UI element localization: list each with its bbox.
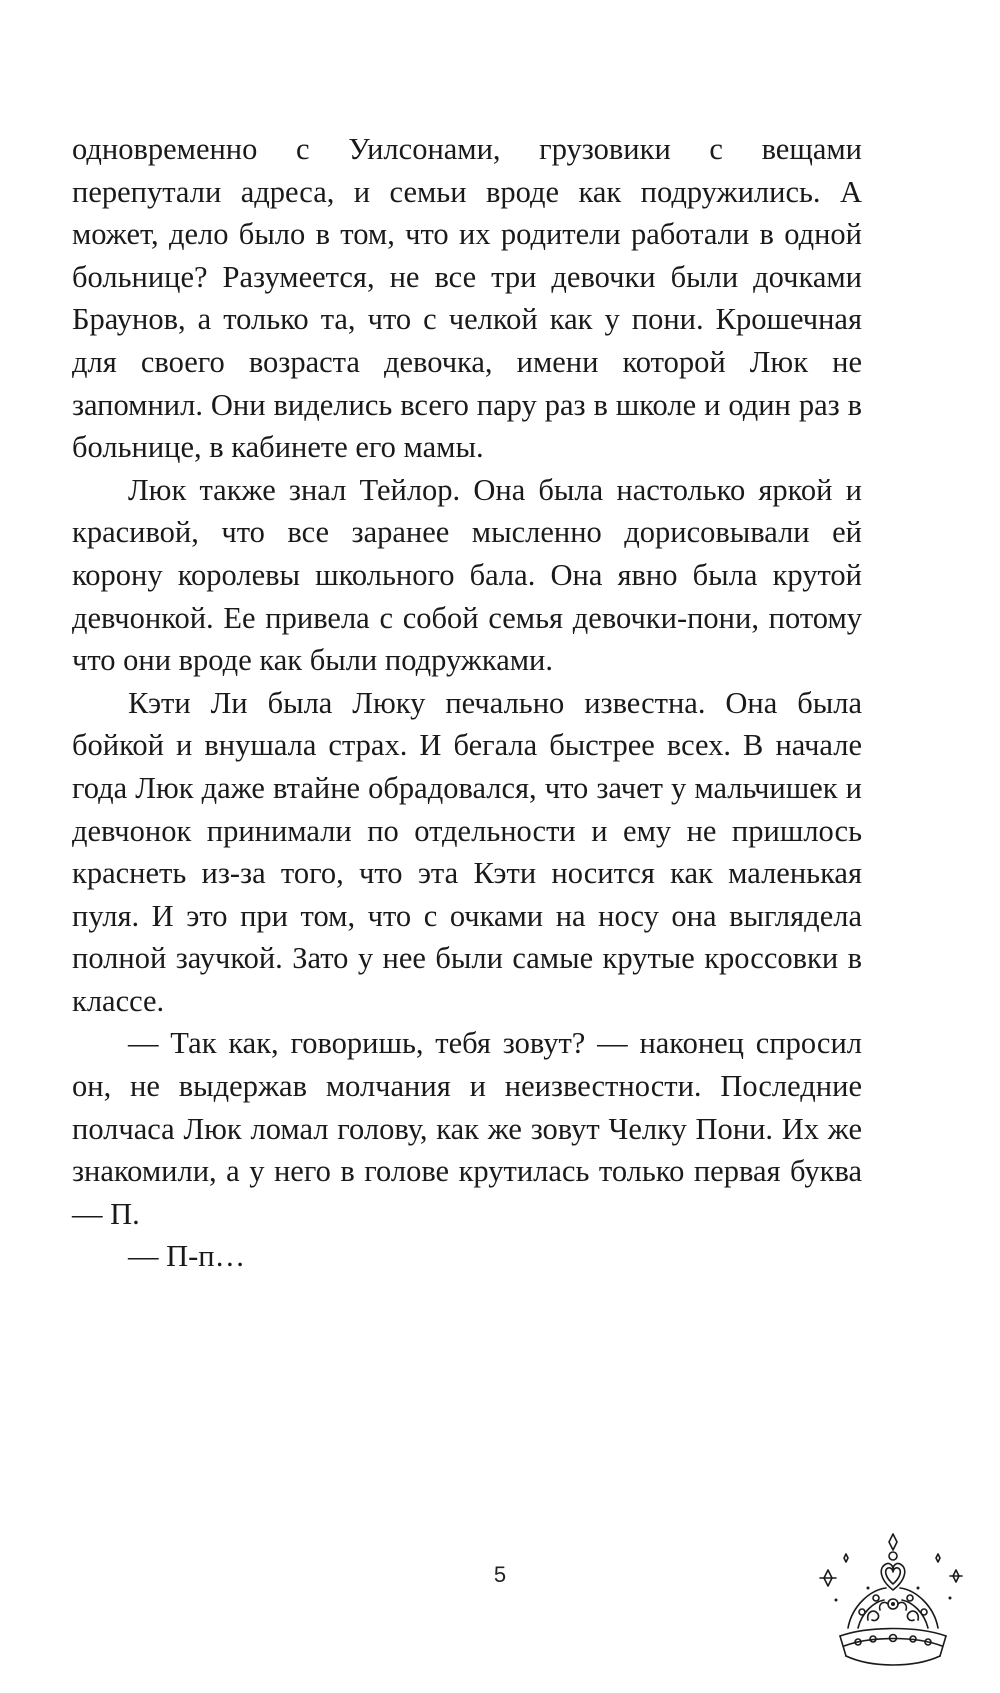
- paragraph-dialogue-answer: — П-п…: [128, 1239, 246, 1274]
- body-text: [72, 128, 862, 1278]
- paragraph-continuation: одновременно с Уилсонами, грузовики с вещами перепутали адреса, и семьи вроде как подружились. А может, дело было в том, что их родители работали в одной больнице? Разумеется, не все три девочки были дочками Браунов, а только та, что с челкой как у пони. Крошечная для своего возраста девочка, имени которой Люк не запомнил. Они виделись всего пару раз в школе и один раз в больнице, в кабинете его мамы.: [72, 132, 862, 465]
- paragraph-taylor: Люк также знал Тейлор. Она была настолько яркой и красивой, что все заранее мысленно дорисовывали ей корону королевы школьного бала. Она явно была крутой девчонкой. Ее привела с собой семья девочки-пони, потому что они вроде как были подружками.: [72, 472, 862, 678]
- tiara-icon: [818, 1528, 968, 1688]
- paragraph-katie: Кэти Ли была Люку печально известна. Она была бойкой и внушала страх. И бегала быстрее всех. В начале года Люк даже втайне обрадовался, что зачет у мальчишек и девчонок принимали по отдельности и ему не пришлось краснеть из-за того, что эта Кэти носится как маленькая пуля. И это при том, что с очками на носу она выглядела полной заучкой. Зато у нее были самые крутые кроссовки в классе.: [72, 685, 862, 1018]
- paragraph-dialogue-question: — Так как, говоришь, тебя зовут? — наконец спросил он, не выдержав молчания и неизвестности. Последние полчаса Люк ломал голову, как же зовут Челку Пони. Их же знакомили, а у него в голове крутилась только первая буква — П.: [72, 1026, 862, 1231]
- page-number: 5: [493, 1562, 507, 1587]
